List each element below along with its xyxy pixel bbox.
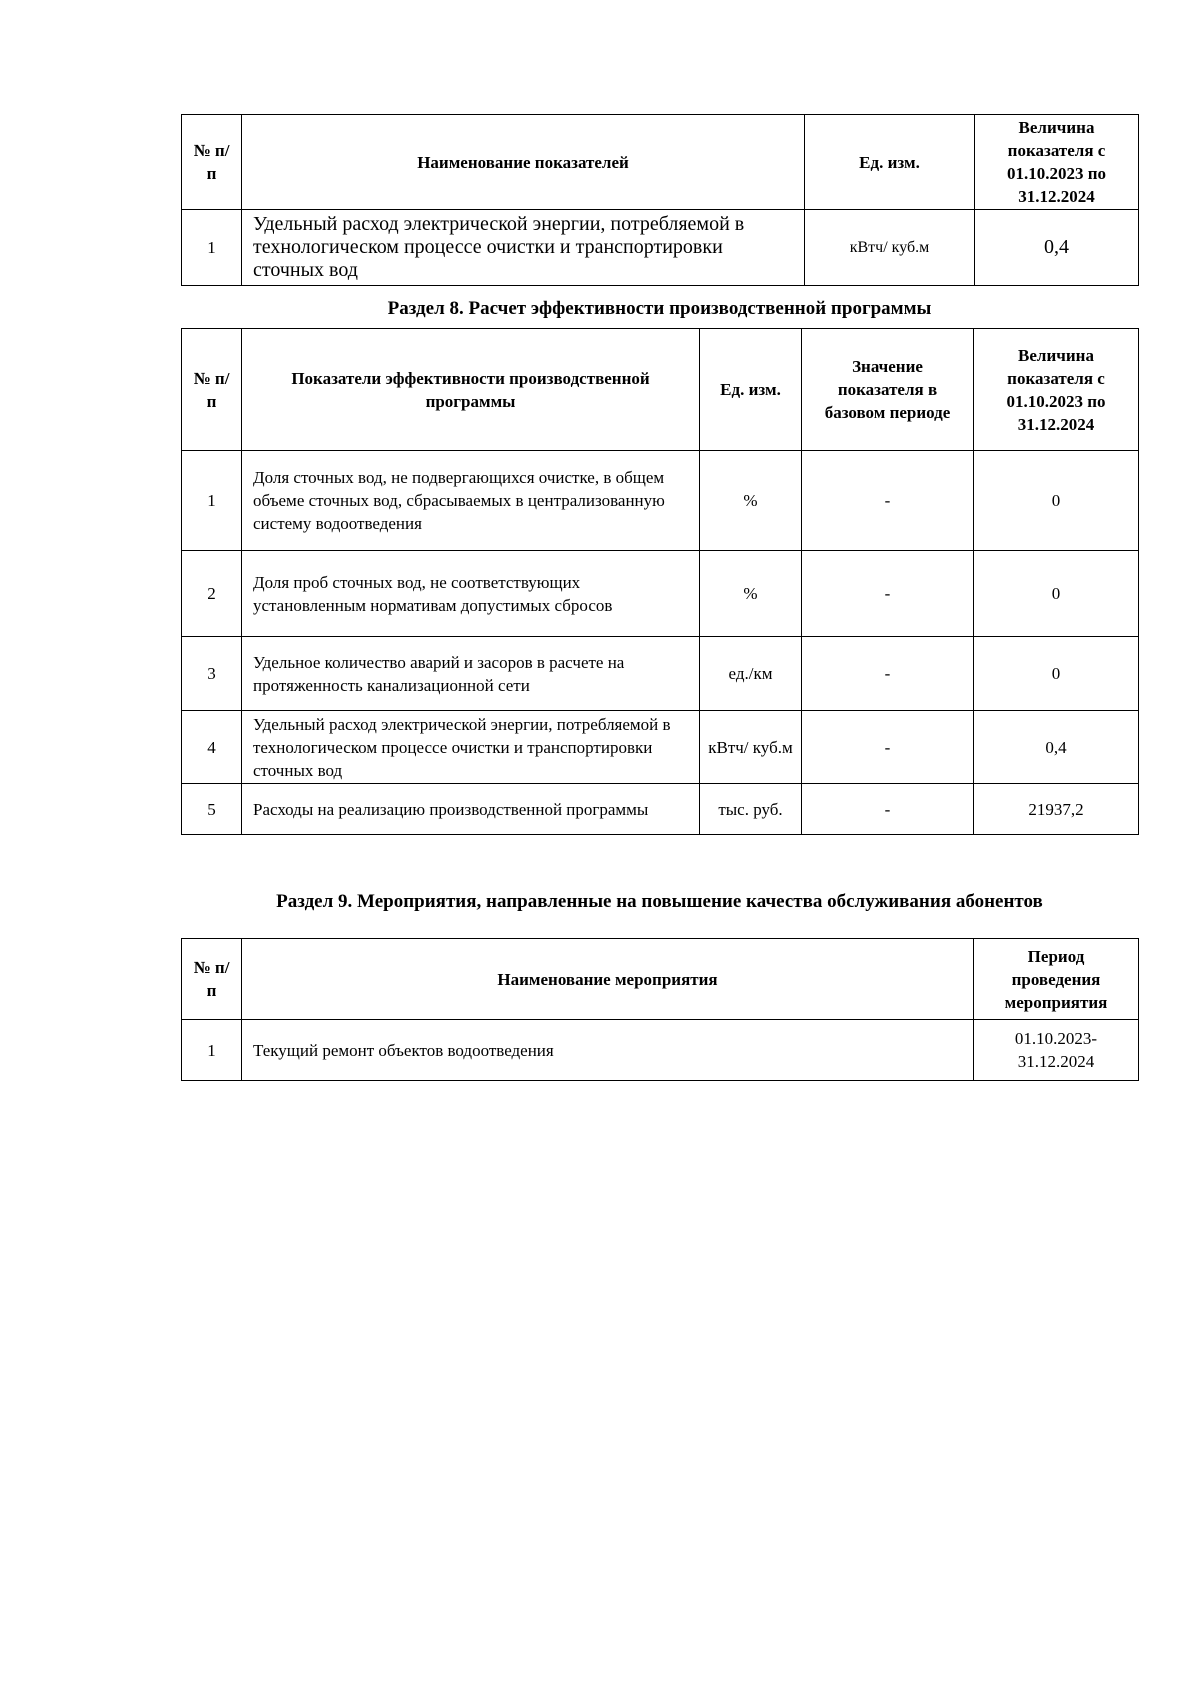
section8-title: Раздел 8. Расчет эффективности производственной программы — [387, 298, 932, 319]
row-name: Доля сточных вод, не подвергающихся очистке, в общем объеме сточных вод, сбрасываемых в централизованную систему водоотведения — [242, 451, 700, 551]
row-unit: кВтч/ куб.м — [700, 711, 802, 784]
row-unit: % — [700, 451, 802, 551]
indicators-table — [181, 114, 1139, 286]
row-base: - — [802, 784, 974, 835]
row-num: 2 — [182, 551, 242, 637]
row-unit: ед./км — [700, 637, 802, 711]
header-name: Наименование показателей — [242, 115, 805, 210]
header-value: Величина показателя с 01.10.2023 по 31.12.2024 — [975, 115, 1139, 210]
header-unit: Ед. изм. — [805, 115, 975, 210]
table-header-row — [182, 115, 1139, 210]
table-row — [182, 551, 1139, 637]
header-value: Величина показателя с 01.10.2023 по 31.12.2024 — [974, 329, 1139, 451]
row-name: Удельный расход электрической энергии, потребляемой в технологическом процессе очистки и транспортировки сточных вод — [242, 711, 700, 784]
header-num: № п/п — [182, 329, 242, 451]
row-unit: % — [700, 551, 802, 637]
row-base: - — [802, 637, 974, 711]
row-name: Текущий ремонт объектов водоотведения — [242, 1020, 974, 1081]
header-name: Показатели эффективности производственной программы — [242, 329, 700, 451]
row-value: 0 — [974, 551, 1139, 637]
table-row — [182, 1020, 1139, 1081]
row-num: 1 — [182, 210, 242, 286]
measures-table — [181, 938, 1139, 1081]
row-value: 0 — [974, 637, 1139, 711]
row-num: 1 — [182, 1020, 242, 1081]
row-base: - — [802, 451, 974, 551]
row-num: 3 — [182, 637, 242, 711]
row-name: Удельное количество аварий и засоров в расчете на протяженность канализационной сети — [242, 637, 700, 711]
header-base: Значение показателя в базовом периоде — [802, 329, 974, 451]
table-header-row — [182, 329, 1139, 451]
row-unit: тыс. руб. — [700, 784, 802, 835]
table-row — [182, 451, 1139, 551]
row-period: 01.10.2023- 31.12.2024 — [974, 1020, 1139, 1081]
section9-title: Раздел 9. Мероприятия, направленные на повышение качества обслуживания абонентов — [276, 891, 1043, 912]
table-row — [182, 637, 1139, 711]
header-unit: Ед. изм. — [700, 329, 802, 451]
row-name: Удельный расход электрической энергии, потребляемой в технологическом процессе очистки и транспортировки сточных вод — [242, 210, 805, 286]
header-name: Наименование мероприятия — [242, 939, 974, 1020]
table-row — [182, 784, 1139, 835]
header-period: Период проведения мероприятия — [974, 939, 1139, 1020]
row-num: 4 — [182, 711, 242, 784]
efficiency-table — [181, 328, 1139, 835]
row-base: - — [802, 711, 974, 784]
row-value: 0,4 — [975, 210, 1139, 286]
row-unit: кВтч/ куб.м — [805, 210, 975, 286]
row-value: 21937,2 — [974, 784, 1139, 835]
row-num: 5 — [182, 784, 242, 835]
row-value: 0 — [974, 451, 1139, 551]
header-num: № п/п — [182, 939, 242, 1020]
table-row — [182, 711, 1139, 784]
row-name: Расходы на реализацию производственной программы — [242, 784, 700, 835]
row-name: Доля проб сточных вод, не соответствующих установленным нормативам допустимых сбросов — [242, 551, 700, 637]
header-num: № п/п — [182, 115, 242, 210]
row-base: - — [802, 551, 974, 637]
row-value: 0,4 — [974, 711, 1139, 784]
row-num: 1 — [182, 451, 242, 551]
table-row — [182, 210, 1139, 286]
table-header-row — [182, 939, 1139, 1020]
